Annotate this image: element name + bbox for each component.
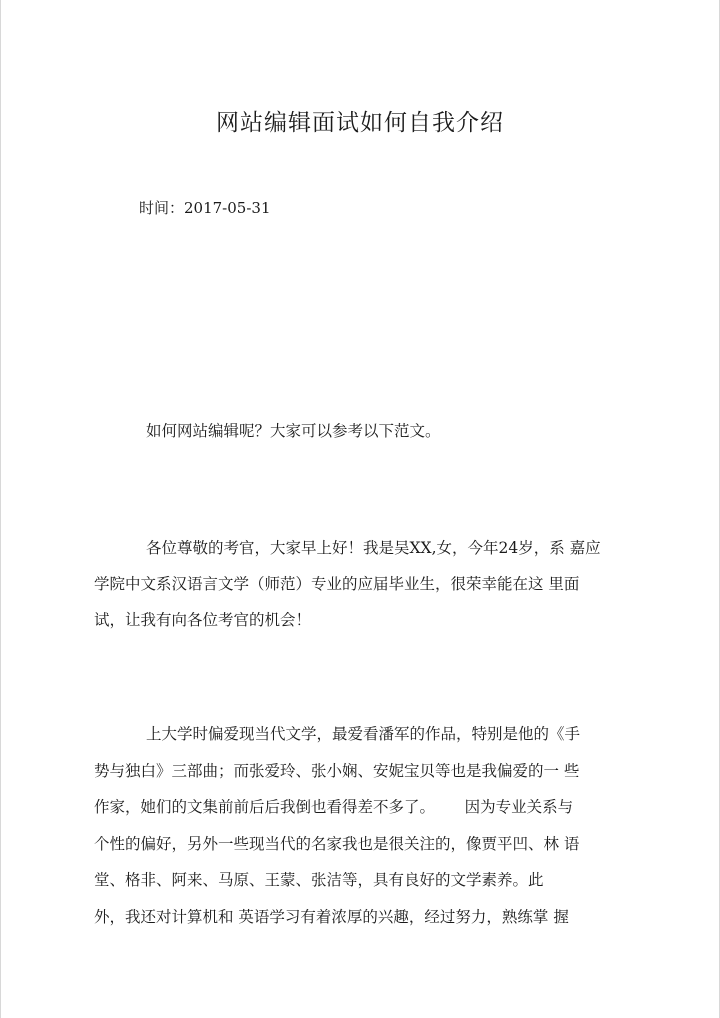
document-title: 网站编辑面试如何自我介绍	[216, 110, 504, 136]
page-edge-left	[0, 0, 1, 1018]
date-line: 时间：2017-05-31	[139, 199, 271, 217]
greeting-line: 各位尊敬的考官，大家早上好！我是吴XX,女，今年24岁，系 嘉应	[146, 539, 601, 557]
greeting-line: 学院中文系汉语言文学（师范）专业的应届毕业生，很荣幸能在这 里面	[94, 575, 580, 593]
study-line: 上大学时偏爱现当代文学，最爱看潘军的作品，特别是他的《手	[146, 725, 581, 743]
study-line: 外，我还对计算机和 英语学习有着浓厚的兴趣，经过努力，熟练掌 握	[94, 907, 569, 926]
intro-paragraph: 如何网站编辑呢？大家可以参考以下范文。	[146, 422, 441, 440]
study-paragraph	[94, 716, 614, 935]
study-line: 势与独白》三部曲；而张爱玲、张小娴、安妮宝贝等也是我偏爱的一 些	[94, 761, 580, 780]
study-line: 堂、格非、阿来、马原、王蒙、张洁等，具有良好的文学素养。此	[94, 871, 544, 889]
greeting-paragraph	[94, 530, 614, 638]
greeting-line: 试，让我有向各位考官的机会！	[94, 611, 312, 629]
study-line: 个性的偏好，另外一些现当代的名家我也是很关注的，像贾平凹、林 语	[94, 834, 580, 853]
study-line: 作家，她们的文集前前后后我倒也看得差不多了。 因为专业关系与	[94, 798, 574, 816]
